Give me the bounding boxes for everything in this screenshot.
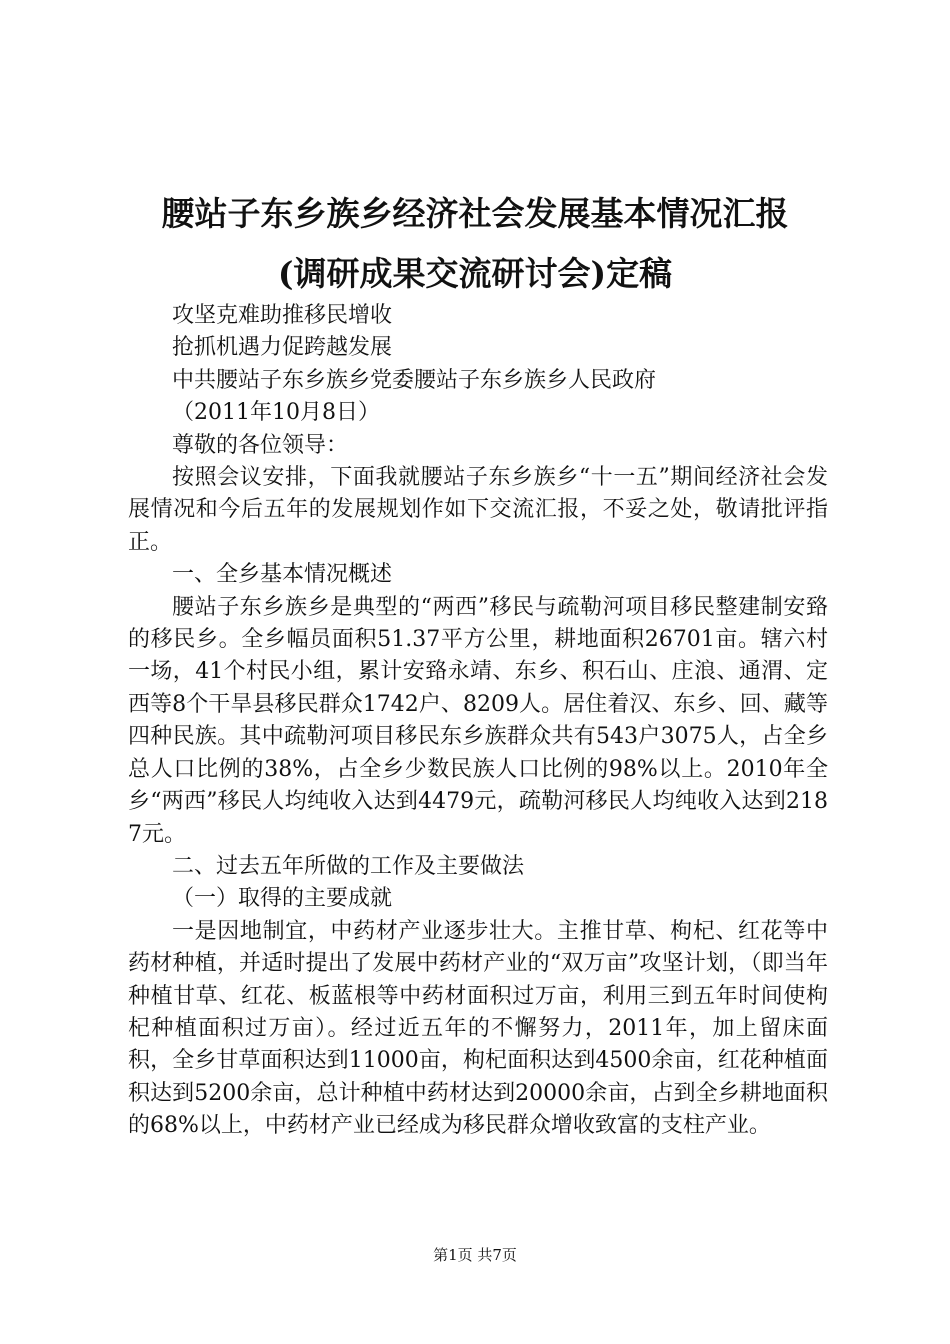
page-footer: 第1页 共7页 [433,1246,517,1264]
section-heading: 一、全乡基本情况概述 [172,562,393,588]
document-title-line-2: (调研成果交流研讨会)定稿 [277,254,673,293]
subtitle-line-1: 攻坚克难助推移民增收 [172,303,393,328]
section-heading: 二、过去五年所做的工作及主要做法 [172,853,525,879]
subsection-heading: （一）取得的主要成就 [172,886,393,912]
document-body [128,300,828,1143]
paragraph: 按照会议安排，下面我就腰站子东乡族乡“十一五”期间经济社会发展情况和今后五年的发展规划作如下交流汇报，不妥之处，敬请批评指正。 [128,465,828,555]
date-line: （2011年10月8日） [172,400,380,426]
paragraph: 腰站子东乡族乡是典型的“两西”移民与疏勒河项目移民整建制安臵的移民乡。全乡幅员面积51.37平方公里，耕地面积26701亩。辖六村一场，41个村民小组，累计安臵永靖、东乡、积石山、庄浪、通渭、定西等8个干旱县移民群众1742户、8209人。居住着汉、东乡、回、藏等四种民族。其中疏勒河项目移民东乡族群众共有543户3075人，占全乡总人口比例的38%，占全乡少数民族人口比例的98%以上。2010年全乡“两西”移民人均纯收入达到4479元，疏勒河移民人均纯收入达到2187元。 [128,594,828,847]
subtitle-line-2: 抢抓机遇力促跨越发展 [172,335,393,361]
salutation: 尊敬的各位领导： [172,432,349,458]
author-line: 中共腰站子东乡族乡党委腰站子东乡族乡人民政府 [172,367,657,393]
document-title-line-1: 腰站子东乡族乡经济社会发展基本情况汇报 [161,194,789,233]
paragraph: 一是因地制宜，中药材产业逐步壮大。主推甘草、枸杞、红花等中药材种植，并适时提出了发展中药材产业的“双万亩”攻坚计划，（即当年种植甘草、红花、板蓝根等中药材面积过万亩，利用三到五年时间使枸杞种植面积过万亩）。经过近五年的不懈努力，2011年，加上留床面积，全乡甘草面积达到11000亩，枸杞面积达到4500余亩，红花种植面积达到5200余亩，总计种植中药材达到20000余亩，占到全乡耕地面积的68%以上，中药材产业已经成为移民群众增收致富的支柱产业。 [128,918,828,1139]
